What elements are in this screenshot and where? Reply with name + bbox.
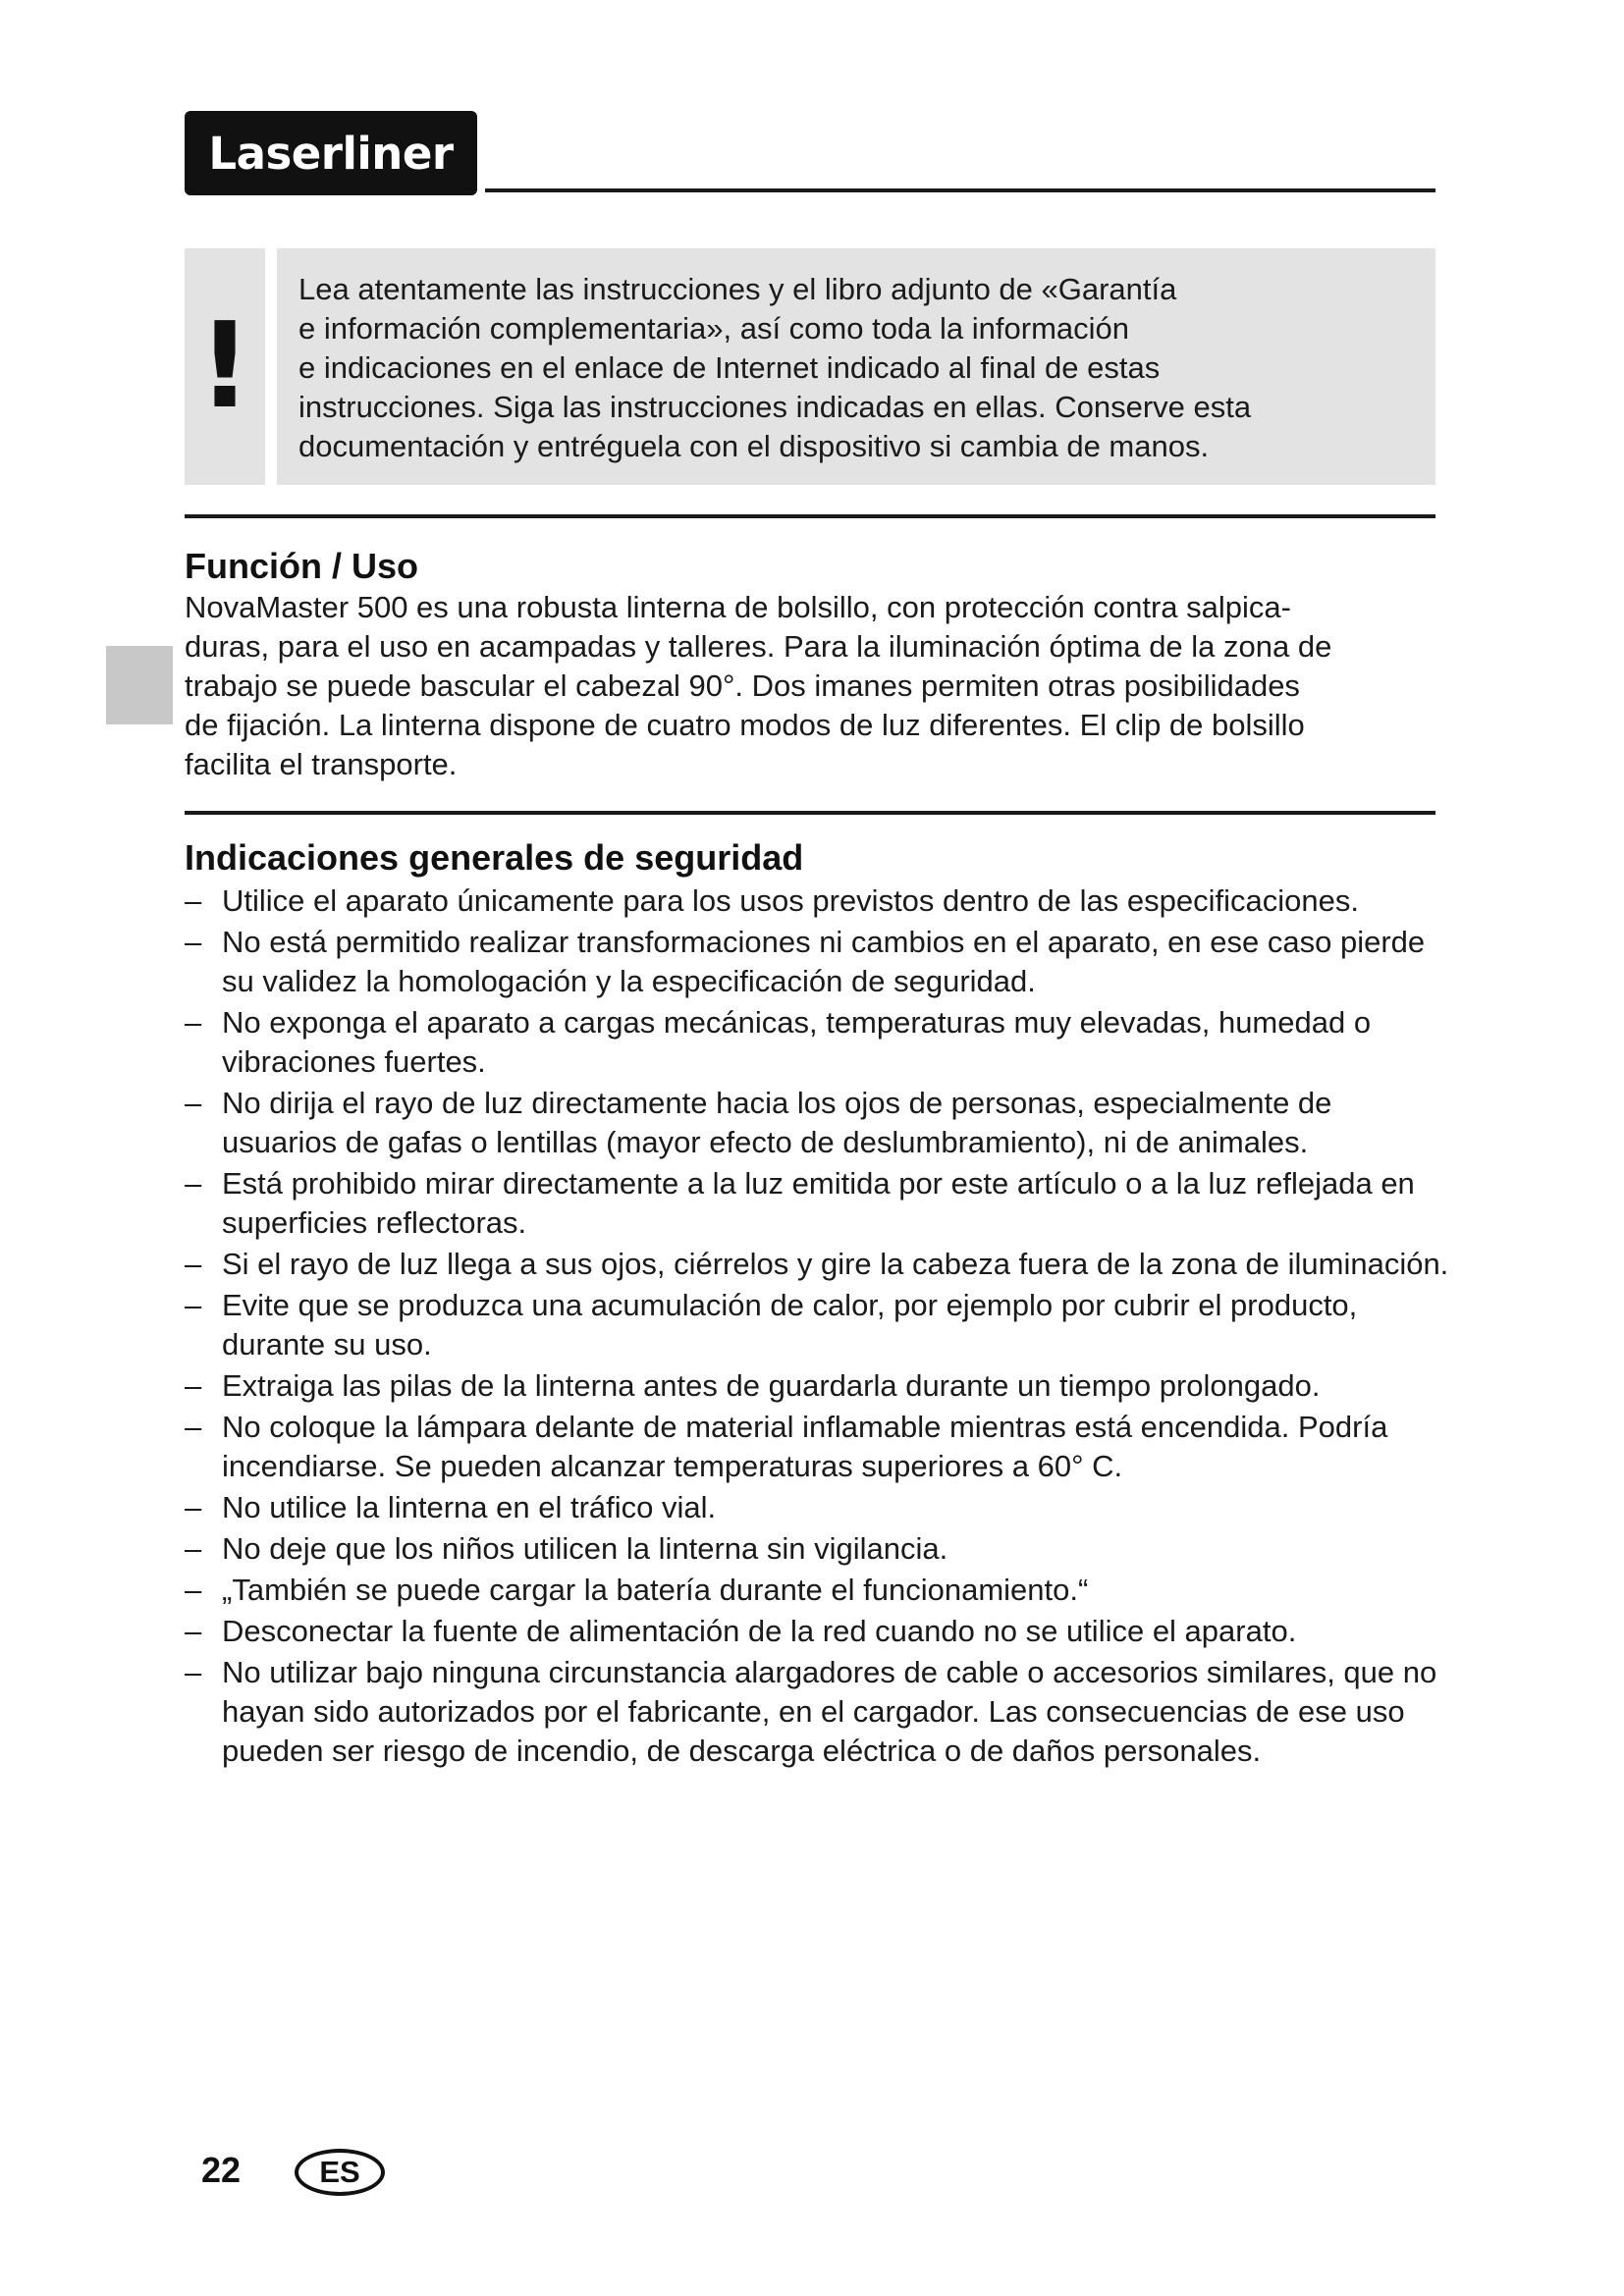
list-item: – No exponga el aparato a cargas mecánicas, temperaturas muy elevadas, humedad o vibraciones fuertes. [185, 1005, 1372, 1079]
header-rule [485, 188, 1435, 192]
function-line: facilita el transporte. [185, 747, 458, 781]
section-divider [185, 514, 1435, 518]
list-item: – No utilice la linterna en el tráfico vial. [185, 1490, 717, 1524]
warning-line: instrucciones. Siga las instrucciones indicadas en ellas. Conserve esta [298, 390, 1252, 424]
function-line: de fijación. La linterna dispone de cuatro modos de luz diferentes. El clip de bolsillo [185, 708, 1305, 742]
safety-list [185, 881, 1451, 1773]
list-item: – No coloque la lámpara delante de material inflamable mientras está encendida. Podría incendiarse. Se pueden alcanzar temperaturas superiores a 60° C. [185, 1410, 1388, 1483]
side-tab-marker [106, 646, 173, 724]
list-item: – Desconectar la fuente de alimentación de la red cuando no se utilice el aparato. [185, 1614, 1297, 1648]
language-code: ES [319, 2155, 360, 2189]
brand-logo-text: Laserliner [208, 127, 454, 180]
list-item: – „También se puede cargar la batería durante el funcionamiento.“ [185, 1573, 1089, 1607]
safety-section-title: Indicaciones generales de seguridad [185, 837, 804, 878]
list-item: – No dirija el rayo de luz directamente hacia los ojos de personas, especialmente de usuarios de gafas o lentillas (mayor efecto de deslumbramiento), ni de animales. [185, 1086, 1332, 1159]
function-section-title: Función / Uso [185, 546, 418, 586]
warning-notice [277, 248, 1435, 485]
warning-line: e información complementaria», así como toda la información [298, 311, 1130, 346]
list-item: – Utilice el aparato únicamente para los usos previstos dentro de las especificaciones. [185, 883, 1359, 918]
list-item: – No utilizar bajo ninguna circunstancia alargadores de cable o accesorios similares, que no hayan sido autorizados por el fabricante, en el cargador. Las consecuencias de ese uso pueden ser riesgo de incendio, de descarga eléctrica o de daños personales. [185, 1655, 1437, 1768]
function-section-body [185, 588, 1441, 784]
warning-line: Lea atentamente las instrucciones y el libro adjunto de «Garantía [298, 272, 1177, 306]
brand-logo [185, 111, 477, 195]
list-item: – No está permitido realizar transformaciones ni cambios en el aparato, en ese caso pierde su validez la homologación y la especificación de seguridad. [185, 925, 1426, 998]
warning-icon-box [185, 248, 265, 485]
warning-line: documentación y entréguela con el dispositivo si cambia de manos. [298, 429, 1210, 463]
list-item: – Está prohibido mirar directamente a la luz emitida por este artículo o a la luz reflejada en superficies reflectoras. [185, 1166, 1415, 1240]
list-item: – Si el rayo de luz llega a sus ojos, ciérrelos y gire la cabeza fuera de la zona de iluminación. [185, 1247, 1449, 1281]
function-line: NovaMaster 500 es una robusta linterna de bolsillo, con protección contra salpica- [185, 590, 1291, 624]
list-item: – No deje que los niños utilicen la linterna sin vigilancia. [185, 1531, 948, 1566]
list-item: – Extraiga las pilas de la linterna antes de guardarla durante un tiempo prolongado. [185, 1368, 1321, 1403]
function-line: trabajo se puede bascular el cabezal 90°. Dos imanes permiten otras posibilidades [185, 668, 1300, 703]
list-item: – Evite que se produzca una acumulación de calor, por ejemplo por cubrir el producto, durante su uso. [185, 1288, 1358, 1362]
function-line: duras, para el uso en acampadas y talleres. Para la iluminación óptima de la zona de [185, 629, 1332, 664]
section-divider [185, 811, 1435, 815]
page-number: 22 [201, 2150, 242, 2190]
language-badge [295, 2149, 385, 2196]
exclamation-icon: ! [197, 297, 252, 435]
warning-line: e indicaciones en el enlace de Internet indicado al final de estas [298, 350, 1161, 385]
